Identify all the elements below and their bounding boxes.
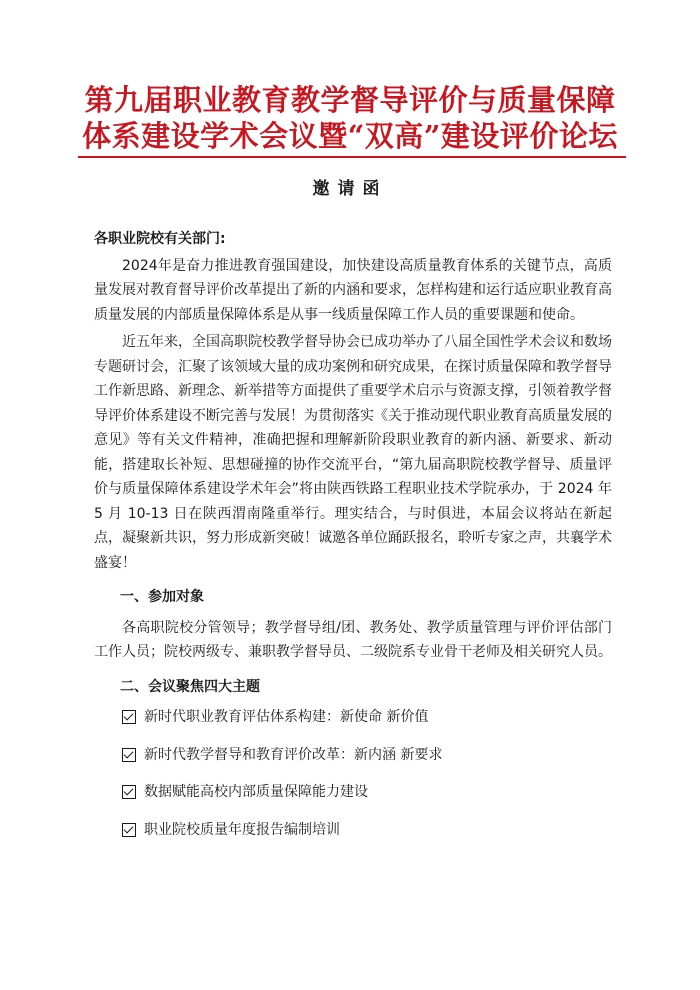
checkbox-checked-icon (122, 785, 136, 799)
checkbox-checked-icon (122, 710, 136, 724)
paragraph-background: 近五年来，全国高职院校教学督导协会已成功举办了八届全国性学术会议和数场专题研讨会，汇聚了该领域大量的成功案例和研究成果，在探讨质量保障和教学督导工作新思路、新理念、新举措等方面提供了重要学术启示与资源支撑，引领着教学督导评价体系建设不断完善与发展！为贯彻落实《关于推动现代职业教育高质量发展的意见》等有关文件精神，准确把握和理解新阶段职业教育的新内涵、新要求、新动能，搭建取长补短、思想碰撞的协作交流平台，“第九届高职院校教学督导、质量评价与质量保障体系建设学术年会”将由陕西铁路工程职业技术学院承办，于 2024 年 5 月 10-13 日在陕西渭南隆重举行。理实结合，与时俱进，本届会议将站在新起点，凝聚新共识，努力形成新突破！诚邀各单位踊跃报名，聆听专家之声，共襄学术盛宴！ (94, 334, 612, 571)
theme-item (122, 780, 612, 805)
theme-item (122, 705, 612, 730)
document-body (94, 227, 612, 855)
theme-label: 新时代教学督导和教育评价改革：新内涵 新要求 (144, 746, 443, 763)
checkbox-checked-icon (122, 823, 136, 837)
document-title-line-1: 第九届职业教育教学督导评价与质量保障 (84, 83, 616, 117)
section-heading-themes: 二、会议聚焦四大主题 (120, 678, 260, 695)
document-subtitle: 邀请函 (312, 179, 388, 199)
theme-label: 职业院校质量年度报告编制培训 (144, 821, 340, 838)
participants-text: 各高职院校分管领导；教学督导组/团、教务处、教学质量管理与评价评估部门工作人员；院校两级专、兼职教学督导员、二级院系专业骨干老师及相关研究人员。 (94, 619, 612, 660)
document-title-line-2: 体系建设学术会议暨“双高”建设评价论坛 (82, 119, 618, 153)
theme-item (122, 818, 612, 843)
section-heading-participants: 一、参加对象 (120, 589, 204, 605)
theme-label: 数据赋能高校内部质量保障能力建设 (144, 784, 368, 800)
theme-list (94, 705, 612, 842)
theme-item (122, 743, 612, 768)
salutation: 各职业院校有关部门: (94, 231, 226, 247)
paragraph-intro: 2024年是奋力推进教育强国建设，加快建设高质量教育体系的关键节点，高质量发展对教育督导评价改革提出了新的内涵和要求，怎样构建和运行适应职业教育高质量发展的内部质量保障体系是从事一线质量保障工作人员的重要课题和使命。 (94, 257, 612, 323)
title-divider (78, 156, 626, 158)
checkbox-checked-icon (122, 748, 136, 762)
theme-label: 新时代职业教育评估体系构建：新使命 新价值 (144, 709, 429, 725)
